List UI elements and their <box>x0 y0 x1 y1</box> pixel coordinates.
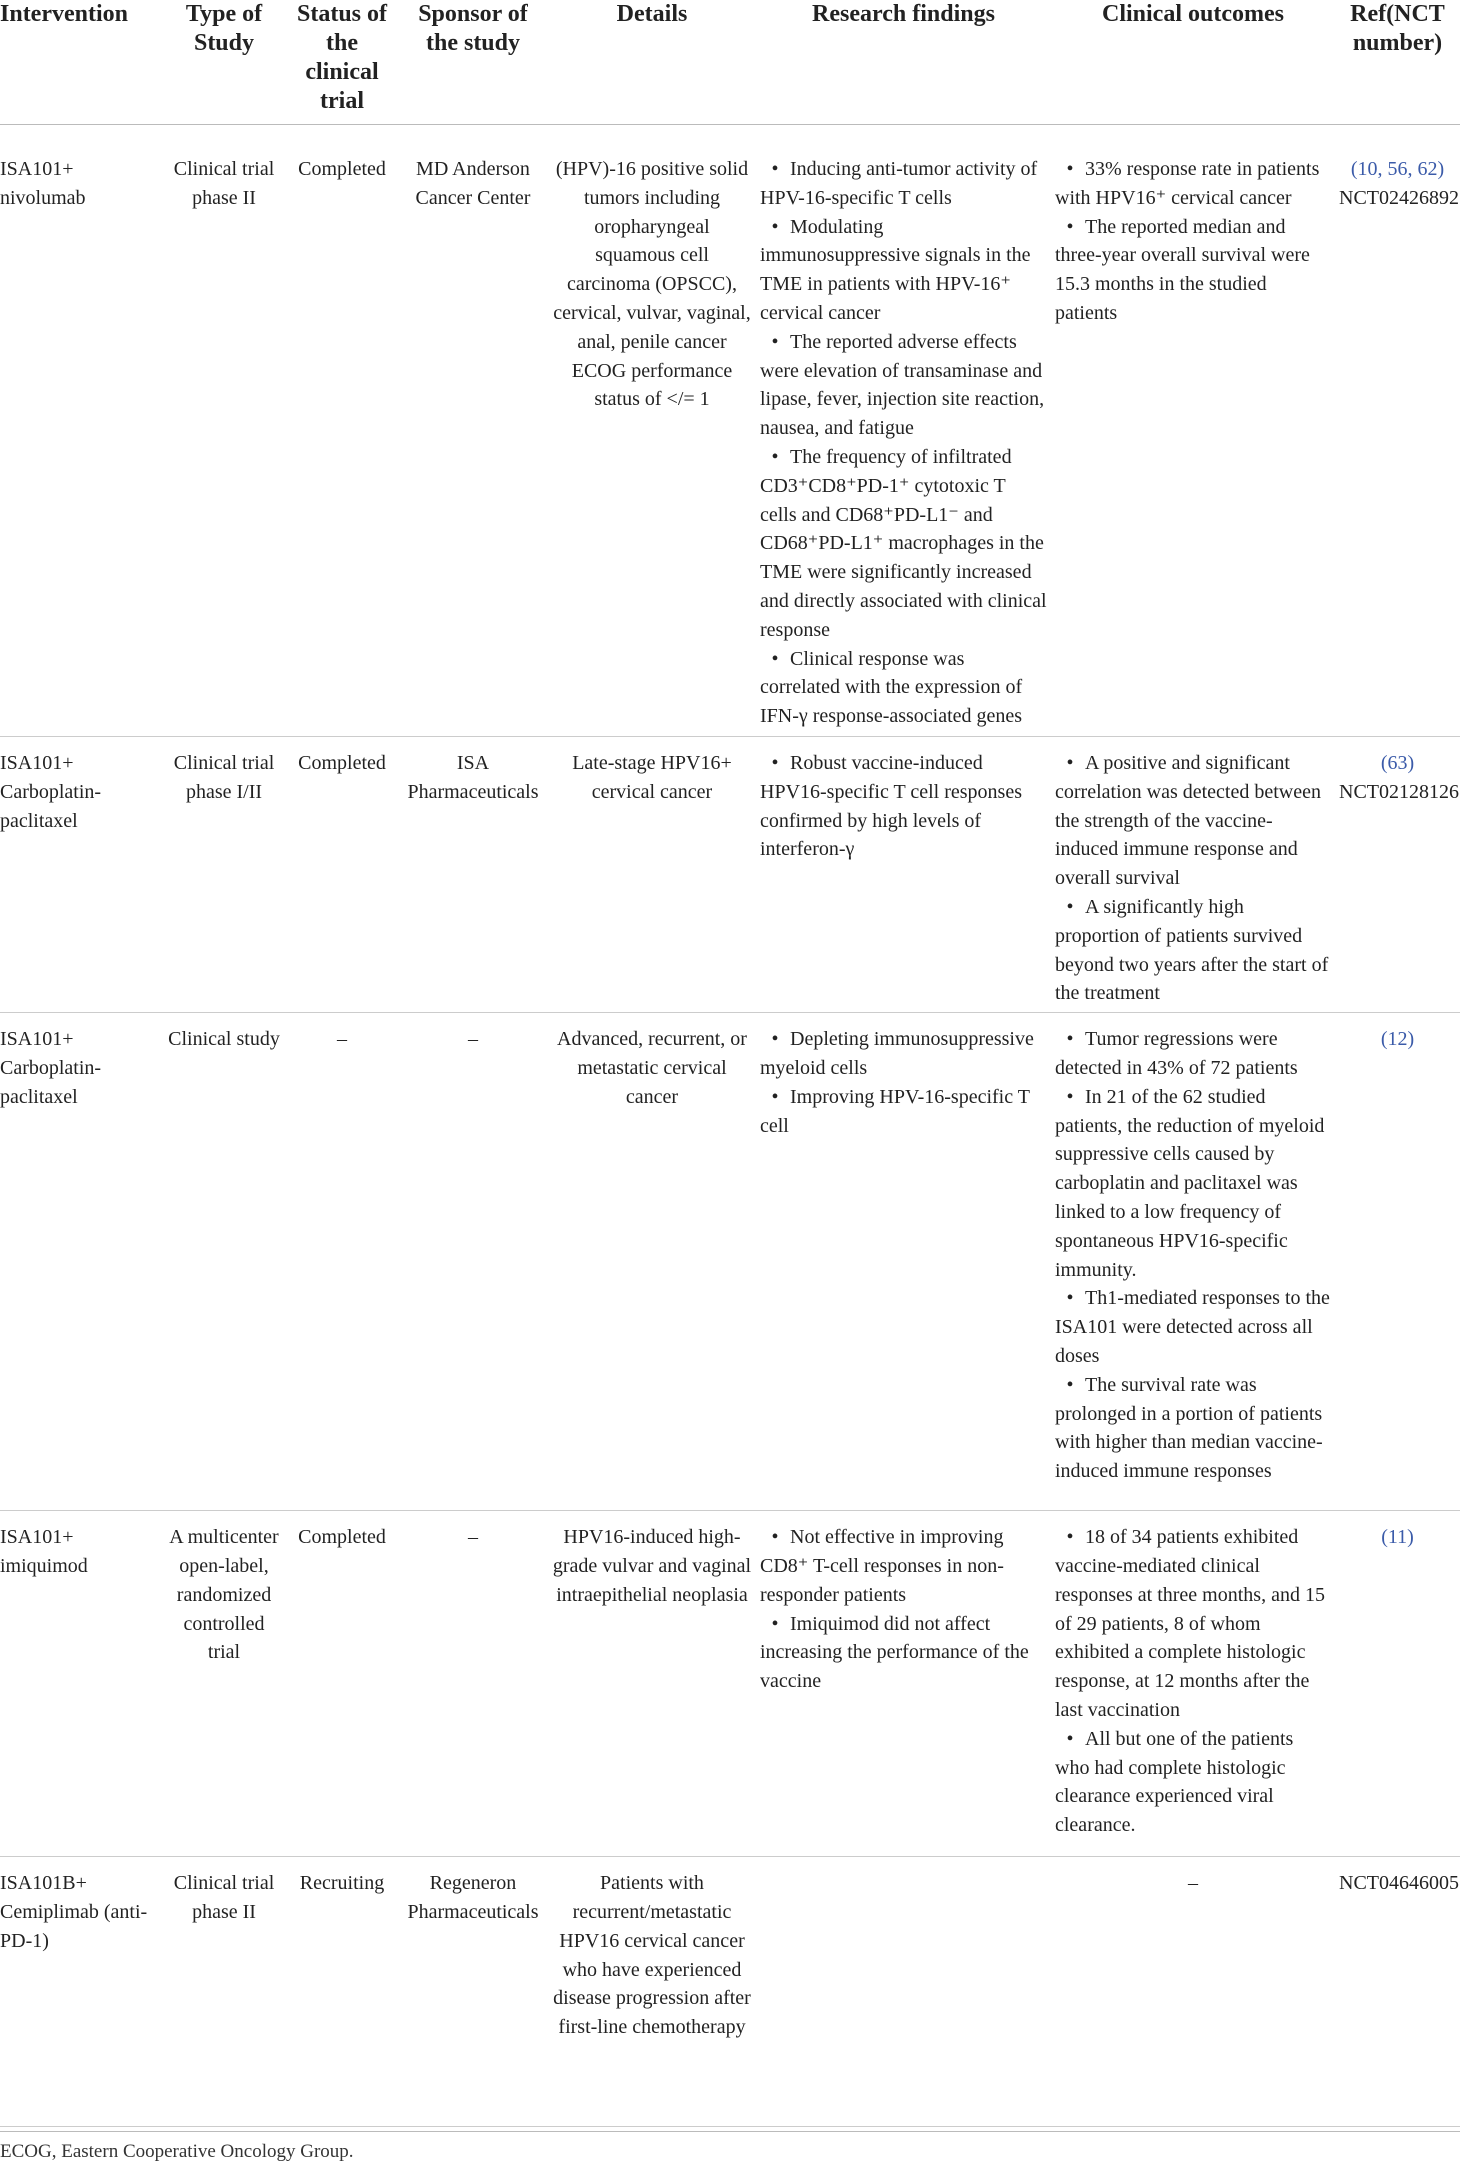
cell-findings <box>756 1013 1051 1511</box>
cell-details: Advanced, recurrent, or metastatic cervical cancer <box>557 1028 747 1108</box>
bullet-item <box>760 155 1047 213</box>
cell-findings <box>756 125 1051 737</box>
ref-citation-link[interactable]: (10, 56, 62) <box>1350 158 1445 180</box>
cell-type: A multicenter open-label, randomized controlled trial <box>169 1526 279 1664</box>
cell-intervention: ISA101+ imiquimod <box>0 1526 88 1577</box>
table-row <box>0 1013 1460 1511</box>
bullet-item <box>760 443 1047 645</box>
bullet-icon: • <box>771 1085 779 1108</box>
bullet-item <box>1055 1725 1331 1840</box>
table-row <box>0 737 1460 1013</box>
bullet-icon: • <box>1066 1526 1074 1549</box>
cell-sponsor: – <box>468 1028 478 1051</box>
header-type: Type of Study <box>162 0 286 125</box>
bullet-icon: • <box>1066 1028 1074 1051</box>
bullet-text: Improving HPV-16-specific T cell <box>760 1085 1030 1137</box>
cell-findings <box>756 737 1051 1013</box>
bullet-icon: • <box>771 1028 779 1051</box>
cell-outcomes <box>1051 1013 1335 1511</box>
bullet-icon: • <box>771 158 779 180</box>
bullet-icon: • <box>771 1612 779 1635</box>
ref-citation-link[interactable]: (11) <box>1381 1526 1414 1549</box>
bullet-text: Not effective in improving CD8⁺ T-cell responses in non-responder patients <box>760 1526 1004 1606</box>
bullet-text: The survival rate was prolonged in a portion of patients with higher than median vaccine-induced immune responses <box>1055 1373 1323 1483</box>
header-ref: Ref(NCT number) <box>1335 0 1460 125</box>
bullet-text: Imiquimod did not affect increasing the performance of the vaccine <box>760 1612 1029 1693</box>
bullet-text: The reported adverse effects were elevation of transaminase and lipase, fever, injection site reaction, nausea, and fatigue <box>760 330 1045 440</box>
cell-status: Completed <box>298 158 386 180</box>
ref-nct-number: NCT02426892 <box>1339 186 1459 209</box>
cell-details: Patients with recurrent/metastatic HPV16 cervical cancer who have experienced disease progression after first-line chemotherapy <box>553 1872 751 2039</box>
bullet-text: The frequency of infiltrated CD3⁺CD8⁺PD-1⁺ cytotoxic T cells and CD68⁺PD-L1⁻ and CD68⁺PD-L1⁺ macrophages in the TME were significantly increased and directly associated with clinical response <box>760 445 1047 641</box>
cell-details: Late-stage HPV16+ cervical cancer <box>572 752 732 803</box>
bullet-text: The reported median and three-year overall survival were 15.3 months in the studied patients <box>1055 215 1310 324</box>
cell-status: Recruiting <box>299 1872 385 1895</box>
bullet-icon: • <box>1066 215 1074 238</box>
cell-type: Clinical trial phase II <box>173 158 275 209</box>
cell-intervention: ISA101B+ Cemiplimab (anti-PD-1) <box>0 1872 148 1952</box>
bullet-icon: • <box>771 647 779 670</box>
ref-citation-link[interactable]: (63) <box>1380 752 1415 774</box>
cell-findings <box>756 1857 1051 2127</box>
ref-citation-link[interactable]: (12) <box>1380 1028 1415 1051</box>
bullet-item <box>760 1025 1047 1083</box>
bullet-item <box>1055 1523 1331 1725</box>
bullet-icon: • <box>1066 1287 1074 1310</box>
cell-sponsor: Regeneron Pharmaceuticals <box>407 1872 539 1923</box>
cell-outcomes <box>1051 1511 1335 1857</box>
bullet-item <box>1055 1083 1331 1285</box>
bullet-icon: • <box>771 330 779 353</box>
cell-ref <box>1335 125 1460 737</box>
cell-sponsor: MD Anderson Cancer Center <box>415 158 531 209</box>
ref-nct-number: NCT04646005 <box>1339 1872 1459 1895</box>
cell-outcomes: – <box>1188 1872 1198 1895</box>
header-details: Details <box>548 0 756 125</box>
bullet-text: Tumor regressions were detected in 43% of 72 patients <box>1055 1028 1298 1079</box>
bullet-icon: • <box>771 445 779 468</box>
cell-type: Clinical trial phase I/II <box>173 752 275 803</box>
bullet-text: A positive and significant correlation was detected between the strength of the vaccine-induced immune response and overall survival <box>1055 752 1321 890</box>
cell-status: Completed <box>298 1526 386 1549</box>
bullet-item <box>1055 155 1331 213</box>
bullet-icon: • <box>1066 1085 1074 1108</box>
header-outcomes: Clinical outcomes <box>1051 0 1335 125</box>
bullet-item <box>1055 1284 1331 1370</box>
cell-type: Clinical study <box>168 1028 280 1051</box>
bullet-item <box>1055 893 1331 1008</box>
bullet-icon: • <box>1066 1727 1074 1750</box>
bullet-item <box>760 213 1047 328</box>
cell-status: Completed <box>298 752 386 774</box>
cell-ref <box>1335 1511 1460 1857</box>
cell-sponsor: – <box>468 1526 478 1549</box>
bullet-icon: • <box>1066 895 1074 918</box>
header-intervention: Intervention <box>0 0 162 125</box>
bullet-item <box>1055 1371 1331 1486</box>
bullet-text: Depleting immunosuppressive myeloid cells <box>760 1028 1034 1079</box>
cell-intervention: ISA101+ Carboplatin-paclitaxel <box>0 752 102 832</box>
bullet-text: Clinical response was correlated with the expression of IFN-γ response-associated genes <box>760 647 1023 728</box>
bullet-text: Inducing anti-tumor activity of HPV-16-specific T cells <box>760 158 1038 209</box>
header-row <box>0 0 1460 125</box>
cell-status: – <box>337 1028 347 1051</box>
table-footnote: ECOG, Eastern Cooperative Oncology Group. <box>0 2141 354 2162</box>
bullet-text: A significantly high proportion of patients survived beyond two years after the start of the treatment <box>1055 895 1329 1005</box>
ref-nct-number: NCT02128126 <box>1339 780 1459 803</box>
cell-findings <box>756 1511 1051 1857</box>
cell-type: Clinical trial phase II <box>173 1872 275 1923</box>
header-status: Status of the clinical trial <box>286 0 398 125</box>
table-row <box>0 1511 1460 1857</box>
bullet-text: Robust vaccine-induced HPV16-specific T cell responses confirmed by high levels of interferon-γ <box>760 752 1022 861</box>
bullet-text: Th1-mediated responses to the ISA101 were detected across all doses <box>1055 1287 1330 1367</box>
table-row <box>0 125 1460 737</box>
bullet-text: In 21 of the 62 studied patients, the reduction of myeloid suppressive cells caused by carboplatin and paclitaxel was linked to a low frequency of spontaneous HPV16-specific immunity. <box>1055 1085 1325 1281</box>
bullet-item <box>760 1523 1047 1609</box>
bullet-icon: • <box>771 752 779 774</box>
bullet-icon: • <box>771 1526 779 1549</box>
cell-intervention: ISA101+ nivolumab <box>0 158 86 209</box>
bullet-item <box>1055 749 1331 893</box>
bullet-icon: • <box>1066 158 1074 180</box>
cell-ref <box>1335 1857 1460 2127</box>
bullet-item <box>760 1610 1047 1696</box>
bullet-text: Modulating immunosuppressive signals in the TME in patients with HPV-16⁺ cervical cancer <box>760 215 1031 324</box>
cell-intervention: ISA101+ Carboplatin-paclitaxel <box>0 1028 102 1108</box>
header-findings: Research findings <box>756 0 1051 125</box>
bullet-icon: • <box>1066 1373 1074 1396</box>
bullet-item <box>760 645 1047 731</box>
header-sponsor: Sponsor of the study <box>398 0 548 125</box>
bullet-text: 33% response rate in patients with HPV16⁺ cervical cancer <box>1055 158 1320 209</box>
bullet-item <box>1055 213 1331 328</box>
bullet-text: All but one of the patients who had complete histologic clearance experienced viral clearance. <box>1055 1727 1294 1837</box>
bullet-item <box>760 1083 1047 1141</box>
cell-details: (HPV)-16 positive solid tumors including oropharyngeal squamous cell carcinoma (OPSCC), cervical, vulvar, vaginal, anal, penile cancer ECOG performance status of </= 1 <box>553 158 751 411</box>
bullet-item <box>1055 1025 1331 1083</box>
cell-outcomes <box>1051 125 1335 737</box>
cell-outcomes <box>1051 737 1335 1013</box>
cell-ref <box>1335 1013 1460 1511</box>
bullet-text: 18 of 34 patients exhibited vaccine-mediated clinical responses at three months, and 15 of 29 patients, 8 of whom exhibited a complete histologic response, at 12 months after the last vaccination <box>1055 1526 1325 1721</box>
cell-sponsor: ISA Pharmaceuticals <box>407 752 539 803</box>
bullet-item <box>760 328 1047 443</box>
cell-ref <box>1335 737 1460 1013</box>
cell-details: HPV16-induced high-grade vulvar and vaginal intraepithelial neoplasia <box>552 1526 752 1606</box>
table-row <box>0 1857 1460 2127</box>
bullet-item <box>760 749 1047 864</box>
bullet-icon: • <box>771 215 779 238</box>
table-bottom-rule <box>0 2131 1460 2132</box>
bullet-icon: • <box>1066 752 1074 774</box>
